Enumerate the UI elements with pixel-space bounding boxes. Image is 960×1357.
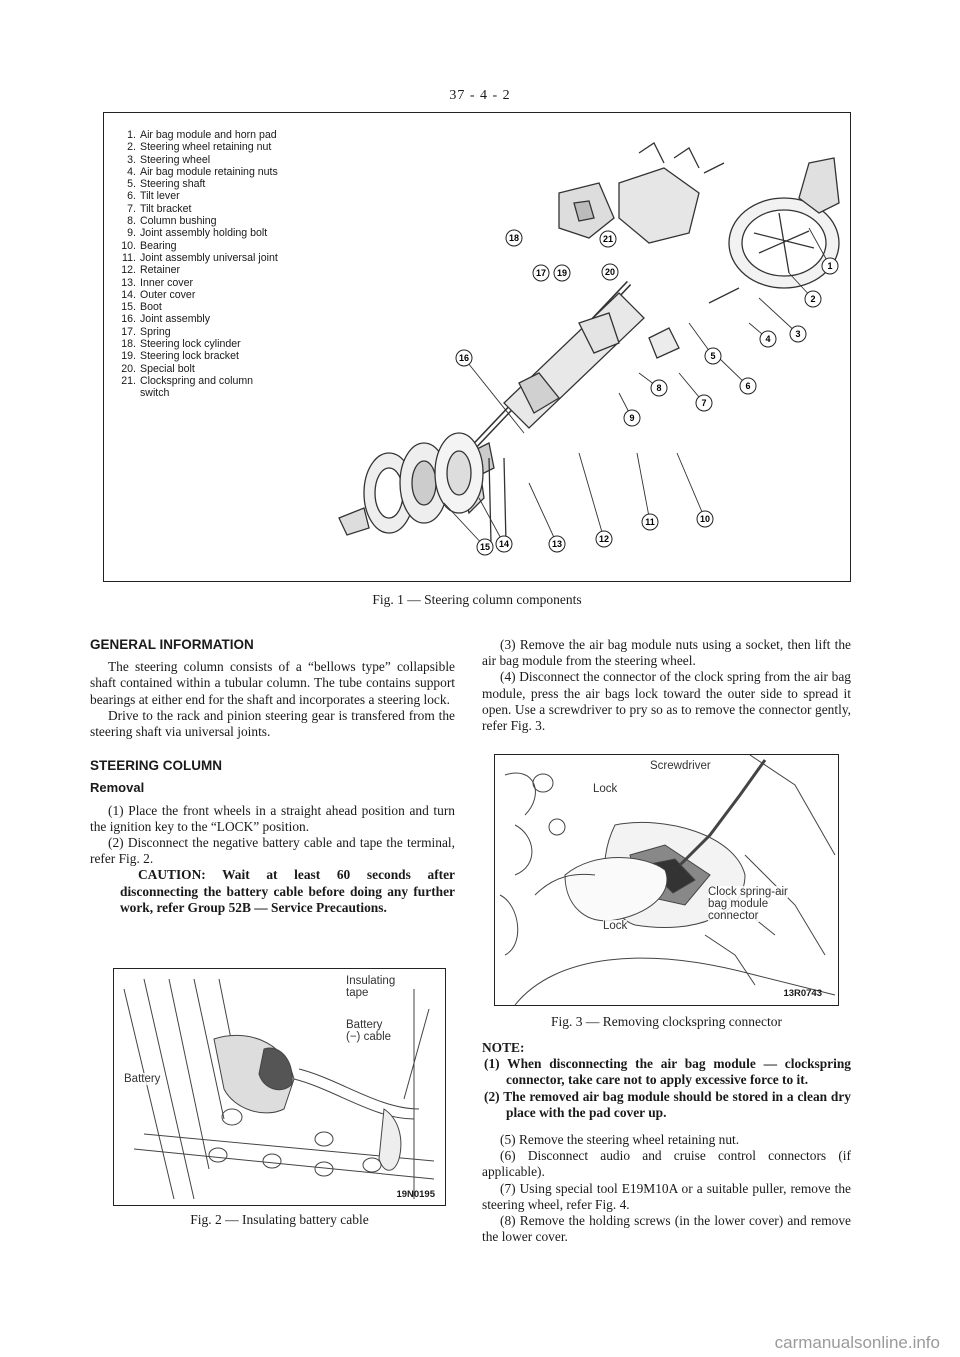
label-connector-1: Clock spring-air xyxy=(708,886,788,898)
svg-text:8: 8 xyxy=(656,383,662,393)
callout-14 xyxy=(496,536,512,552)
removal-step-4: (4) Disconnect the connector of the clock spring from the air bag module, press the air bags lock toward the outer side to spread it open. Use a screwdriver to pry so as to remove the connector gently, refer Fig. 3. xyxy=(482,669,851,734)
legend-item: 17. Spring xyxy=(121,325,171,338)
figure-3-caption: Fig. 3 — Removing clockspring connector xyxy=(551,1014,782,1029)
callout-8 xyxy=(651,380,667,396)
svg-text:12: 12 xyxy=(598,534,610,544)
general-information-heading: GENERAL INFORMATION xyxy=(90,637,254,652)
removal-step-5: (5) Remove the steering wheel retaining nut. xyxy=(500,1132,740,1148)
general-paragraph-1: The steering column consists of a “bellows type” collapsible shaft contained within a tubular column. The tube contains support bearings at either end for the shaft and incorporates a steering lock. xyxy=(90,659,455,707)
caution-note: CAUTION: Wait at least 60 seconds after disconnecting the battery cable before doing any further work, refer Group 52B — Service Precautions. xyxy=(120,867,455,915)
left-column xyxy=(90,637,455,916)
svg-text:4: 4 xyxy=(765,334,771,344)
steering-column-exploded-diagram xyxy=(319,123,844,573)
note-item-1: (1) When disconnecting the air bag module — clockspring connector, take care not to apply excessive force to it. xyxy=(484,1056,851,1088)
callout-12 xyxy=(596,531,612,547)
figure-2-caption: Fig. 2 — Insulating battery cable xyxy=(190,1212,369,1227)
removal-heading: Removal xyxy=(90,780,145,796)
svg-text:17: 17 xyxy=(535,268,547,278)
callout-4 xyxy=(760,331,776,347)
legend-item: 11. Joint assembly universal joint xyxy=(122,251,278,264)
svg-text:20: 20 xyxy=(604,267,616,277)
callout-3 xyxy=(790,326,806,342)
callout-6 xyxy=(740,378,756,394)
steering-column-heading: STEERING COLUMN xyxy=(90,758,223,774)
svg-text:6: 6 xyxy=(745,381,751,391)
removal-step-6: (6) Disconnect audio and cruise control connectors (if applicable). xyxy=(482,1148,851,1180)
svg-text:2: 2 xyxy=(810,294,816,304)
svg-text:5: 5 xyxy=(710,351,716,361)
svg-text:7: 7 xyxy=(701,398,707,408)
callout-20 xyxy=(602,264,618,280)
legend-item: 16. Joint assembly xyxy=(121,313,211,326)
legend-item: 12. Retainer xyxy=(121,264,181,277)
legend-item: 10. Bearing xyxy=(121,239,177,252)
right-column-top xyxy=(482,637,851,734)
svg-text:15: 15 xyxy=(479,542,491,552)
label-connector-3: connector xyxy=(708,910,759,922)
callout-1 xyxy=(822,258,838,274)
figure-1-caption: Fig. 1 — Steering column components xyxy=(372,592,582,607)
figure-3-frame xyxy=(494,754,839,1006)
legend-item: 7. Tilt bracket xyxy=(127,202,192,215)
legend-item: 2. Steering wheel retaining nut xyxy=(127,141,272,154)
callout-10 xyxy=(697,511,713,527)
svg-text:14: 14 xyxy=(498,539,510,549)
label-connector-2: bag module xyxy=(708,898,769,910)
label-screwdriver: Screwdriver xyxy=(650,760,711,772)
svg-text:3: 3 xyxy=(795,329,801,339)
svg-text:11: 11 xyxy=(645,517,655,527)
general-paragraph-2: Drive to the rack and pinion steering gear is transfered from the steering shaft via universal joints. xyxy=(90,707,455,740)
svg-text:21: 21 xyxy=(602,234,614,244)
callout-16 xyxy=(456,350,472,366)
legend-item: 9. Joint assembly holding bolt xyxy=(127,227,268,240)
figure-1-frame xyxy=(103,112,851,582)
label-battery: Battery xyxy=(124,1073,161,1085)
page-number: 37 - 4 - 2 xyxy=(449,88,511,103)
label-tape: tape xyxy=(346,987,369,999)
svg-text:9: 9 xyxy=(629,413,635,423)
legend-item: 18. Steering lock cylinder xyxy=(121,338,241,351)
parts-legend xyxy=(118,129,278,400)
callout-15 xyxy=(477,539,493,555)
removal-step-3: (3) Remove the air bag module nuts using a socket, then lift the air bag module from the steering wheel. xyxy=(482,637,851,669)
legend-item: 5. Steering shaft xyxy=(127,178,206,191)
clockspring-connector-illustration xyxy=(495,755,839,1006)
svg-text:1: 1 xyxy=(827,261,833,271)
callout-17 xyxy=(533,265,549,281)
legend-item: 1. Air bag module and horn pad xyxy=(127,129,277,141)
label-battery-cable: Battery xyxy=(346,1019,383,1031)
legend-item: 21. Clockspring and column switch xyxy=(118,375,278,400)
removal-step-1: (1) Place the front wheels in a straight ahead position and turn the ignition key to the “LOCK” position. xyxy=(90,802,455,834)
svg-text:18: 18 xyxy=(508,233,520,243)
callout-19 xyxy=(554,265,570,281)
label-lock-top: Lock xyxy=(593,783,618,795)
legend-item: 8. Column bushing xyxy=(127,215,217,228)
callout-11 xyxy=(642,514,658,530)
svg-text:10: 10 xyxy=(699,514,711,524)
label-insulating: Insulating xyxy=(346,975,396,987)
removal-step-7: (7) Using special tool E19M10A or a suitable puller, remove the steering wheel, refer Fig. 4. xyxy=(482,1180,851,1212)
svg-text:16: 16 xyxy=(458,353,470,363)
legend-item: 6. Tilt lever xyxy=(127,190,180,203)
legend-item: 15. Boot xyxy=(121,301,162,314)
site-footer: carmanualsonline.info xyxy=(774,1333,940,1352)
legend-item: 19. Steering lock bracket xyxy=(121,350,239,363)
legend-item: 20. Special bolt xyxy=(121,362,195,375)
callout-21 xyxy=(600,231,616,247)
callout-5 xyxy=(705,348,721,364)
legend-continuation: switch xyxy=(140,387,170,400)
figure-3-code: 13R0743 xyxy=(783,988,822,999)
removal-step-8: (8) Remove the holding screws (in the lower cover) and remove the lower cover. xyxy=(482,1213,851,1245)
label-negative-cable: (−) cable xyxy=(346,1031,392,1043)
right-column-bottom xyxy=(482,1040,851,1245)
callout-13 xyxy=(549,536,565,552)
callout-18 xyxy=(506,230,522,246)
removal-step-2: (2) Disconnect the negative battery cable and tape the terminal, refer Fig. 2. xyxy=(90,835,455,867)
callout-7 xyxy=(696,395,712,411)
label-lock-bottom: Lock xyxy=(603,920,628,932)
note-heading: NOTE: xyxy=(482,1040,525,1055)
legend-item: 4. Air bag module retaining nuts xyxy=(127,165,278,178)
callout-2 xyxy=(805,291,821,307)
figure-2-code: 19N0195 xyxy=(396,1189,435,1200)
svg-text:13: 13 xyxy=(551,539,563,549)
svg-text:19: 19 xyxy=(556,268,568,278)
battery-cable-illustration xyxy=(114,969,446,1206)
legend-item: 13. Inner cover xyxy=(121,276,193,289)
callout-9 xyxy=(624,410,640,426)
figure-2-frame xyxy=(113,968,446,1206)
legend-item: 3. Steering wheel xyxy=(127,153,211,166)
legend-item: 14. Outer cover xyxy=(121,288,196,301)
note-item-2: (2) The removed air bag module should be stored in a clean dry place with the pad cover up. xyxy=(484,1088,851,1120)
